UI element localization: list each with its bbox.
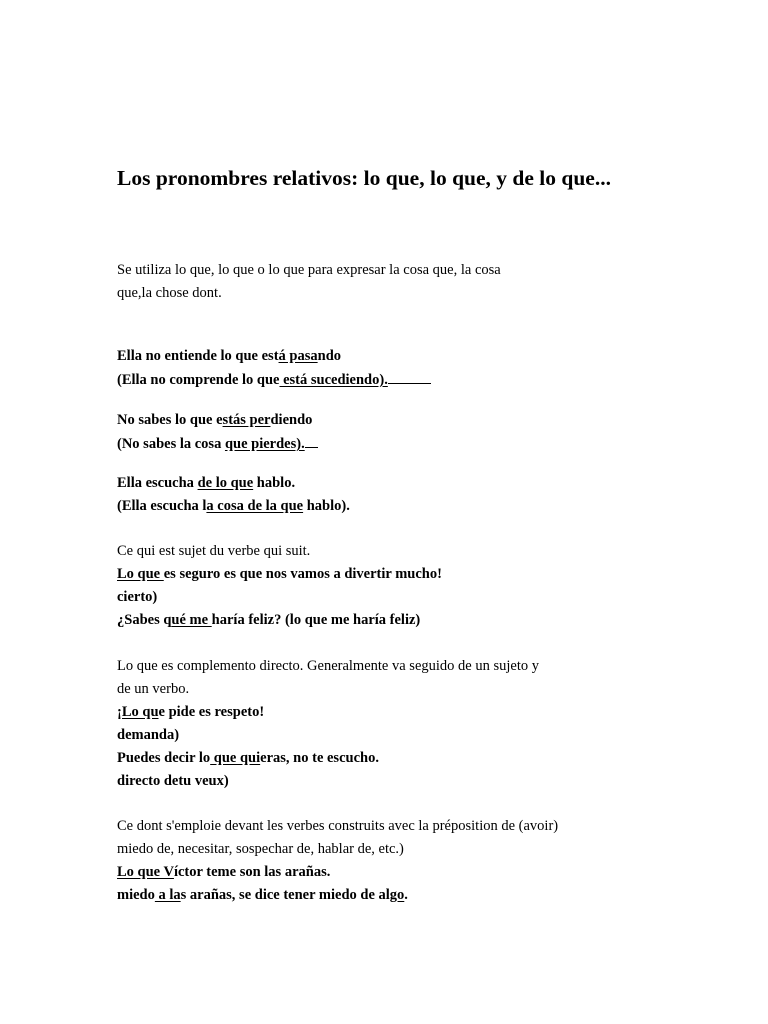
section-3-note-underlined-2: go: [389, 887, 405, 903]
section-2-example-1-post: e pide es respeto!: [158, 704, 265, 720]
section-2-note-2: directo detu veux): [117, 773, 229, 789]
example-1-sentence: [117, 347, 341, 365]
section-1-question-pre: ¿Sabes q: [117, 612, 172, 628]
section-1-question-post: haría feliz? (lo que me haría feliz): [211, 612, 421, 628]
example-2-underlined: stás per: [222, 412, 271, 428]
section-1-question-underlined: ué me: [171, 612, 212, 628]
section-3-note-mid: s arañas, se dice tener miedo de al: [180, 887, 390, 903]
section-1-question: [117, 611, 420, 629]
blank-line: [305, 434, 318, 448]
example-2-text-pre: No sabes lo que e: [117, 412, 223, 428]
section-1-example-underlined: Lo que: [117, 566, 164, 582]
section-2-description-1: Lo que es complemento directo. Generalmente va seguido de un sujeto y: [117, 658, 539, 674]
section-3-example: [117, 863, 330, 881]
section-1-example-post: es seguro es que nos vamos a divertir mucho!: [163, 566, 442, 582]
example-2-paraphrase-underlined: que pierdes).: [224, 436, 305, 452]
example-1-text-post: ndo: [317, 348, 342, 364]
section-2-note-1: demanda): [117, 727, 180, 743]
example-3-paraphrase-underlined: a cosa de la que: [206, 498, 304, 514]
example-3-paraphrase: [117, 497, 350, 515]
example-3-sentence: [117, 474, 295, 492]
example-3-paraphrase-pre: (Ella escucha l: [117, 498, 207, 514]
example-2-paraphrase-pre: (No sabes la cosa: [117, 436, 225, 452]
example-3-paraphrase-post: hablo).: [303, 498, 350, 514]
example-1-text-pre: Ella no entiende lo que est: [117, 348, 279, 364]
section-3-note-underlined-1: a la: [154, 887, 181, 903]
example-3-text-post: hablo.: [253, 475, 296, 491]
example-2-sentence: [117, 411, 312, 429]
section-2-description-2: de un verbo.: [117, 681, 190, 697]
section-1-example: [117, 565, 442, 583]
blank-line: [388, 370, 431, 384]
section-3-description-2: miedo de, necesitar, sospechar de, hablar de, etc.): [117, 841, 404, 857]
section-3-note: [117, 886, 408, 904]
example-3-underlined: de lo que: [197, 475, 254, 491]
section-2-example-2-underlined: que qui: [210, 750, 261, 766]
section-3-example-post: íctor teme son las arañas.: [173, 864, 331, 880]
intro-line-1: Se utiliza lo que, lo que o lo que para expresar la cosa que, la cosa: [117, 262, 501, 278]
example-3-text-pre: Ella escucha: [117, 475, 198, 491]
intro-line-2: que,la chose dont.: [117, 285, 222, 301]
section-2-example-2-post: eras, no te escucho.: [260, 750, 379, 766]
example-1-underlined: á pasa: [278, 348, 318, 364]
section-2-example-2-pre: Puedes decir lo: [117, 750, 211, 766]
section-3-description-1: Ce dont s'emploie devant les verbes construits avec la préposition de (avoir): [117, 818, 559, 834]
section-2-example-1-underlined: ¡Lo qu: [117, 704, 159, 720]
example-1-paraphrase-pre: (Ella no comprende lo que: [117, 372, 280, 388]
section-2-example-2: [117, 749, 379, 767]
example-2-paraphrase: [117, 434, 318, 453]
section-1-note: cierto): [117, 589, 158, 605]
section-3-note-post: .: [404, 887, 408, 903]
document-title: Los pronombres relativos: lo que, lo que, y de lo que...: [117, 166, 611, 190]
section-3-example-underlined: Lo que V: [117, 864, 174, 880]
example-2-text-post: diendo: [270, 412, 313, 428]
section-3-note-pre: miedo: [117, 887, 155, 903]
section-2-example-1: [117, 703, 264, 721]
example-1-paraphrase: [117, 370, 431, 389]
example-1-paraphrase-underlined: está sucediendo).: [279, 372, 388, 388]
section-1-description: Ce qui est sujet du verbe qui suit.: [117, 543, 311, 559]
